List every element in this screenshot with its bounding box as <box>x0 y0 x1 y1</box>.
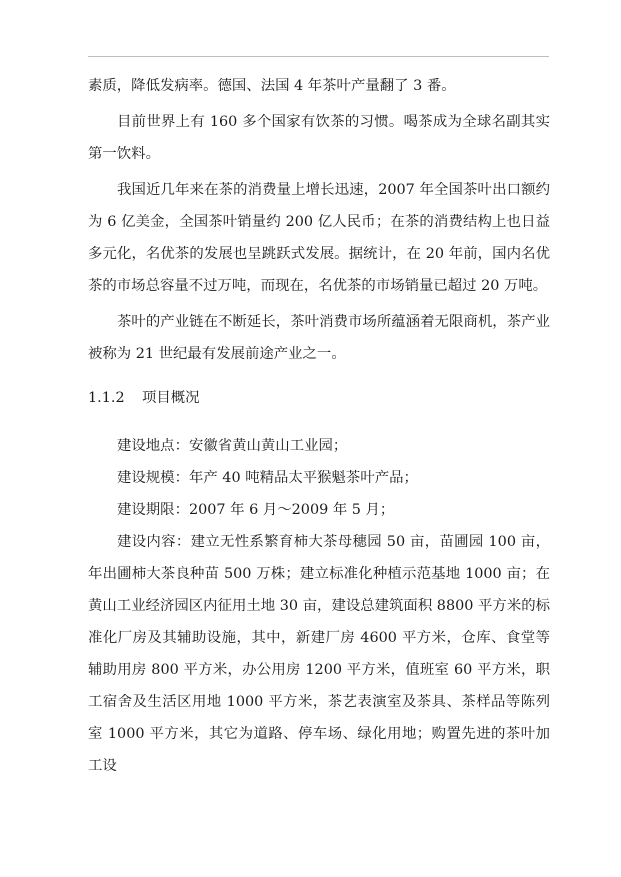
section-heading <box>88 382 550 414</box>
item-period: 建设期限：2007 年 6 月～2009 年 5 月； <box>117 502 395 518</box>
item-location: 建设地点：安徽省黄山黄山工业园； <box>117 438 348 454</box>
paragraph-industry-chain: 茶叶的产业链在不断延长，茶叶消费市场所蕴涵着无限商机，茶产业被称为 21 世纪最有发展前途产业之一。 <box>88 314 550 362</box>
header-rule <box>88 56 549 57</box>
document-body <box>88 70 550 782</box>
item-scale: 建设规模：年产 40 吨精品太平猴魁茶叶产品； <box>117 470 418 486</box>
paragraph-quality: 素质，降低发病率。德国、法国 4 年茶叶产量翻了 3 番。 <box>88 78 456 94</box>
paragraph-china-consumption: 我国近几年来在茶的消费量上增长迅速，2007 年全国茶叶出口额约为 6 亿美金，全国茶叶销量约 200 亿人民币；在茶的消费结构上也日益多元化，名优茶的发展也呈跳跃式发展。据统计，在 20 年前，国内名优茶的市场总容量不过万吨，而现在，名优茶的市场销量已超过 20 万吨。 <box>88 182 550 294</box>
section-title: 项目概况 <box>142 390 200 406</box>
paragraph-world-tea: 目前世界上有 160 多个国家有饮茶的习惯。喝茶成为全球名副其实第一饮料。 <box>88 114 550 162</box>
section-number: 1.1.2 <box>88 390 125 406</box>
item-content: 建设内容：建立无性系繁育柿大茶母穗园 50 亩，苗圃园 100 亩，年出圃柿大茶良种苗 500 万株；建立标准化种植示范基地 1000 亩；在黄山工业经济园区内征用土地 30 亩，建设总建筑面积 8800 平方米的标准化厂房及其辅助设施，其中，新建厂房 4600 平方米，仓库、食堂等辅助用房 800 平方米，办公用房 1200 平方米，值班室 60 平方米，职工宿舍及生活区用地 1000 平方米，茶艺表演室及茶具、茶样品等陈列室 1000 平方米，其它为道路、停车场、绿化用地；购置先进的茶叶加工设 <box>88 534 550 774</box>
